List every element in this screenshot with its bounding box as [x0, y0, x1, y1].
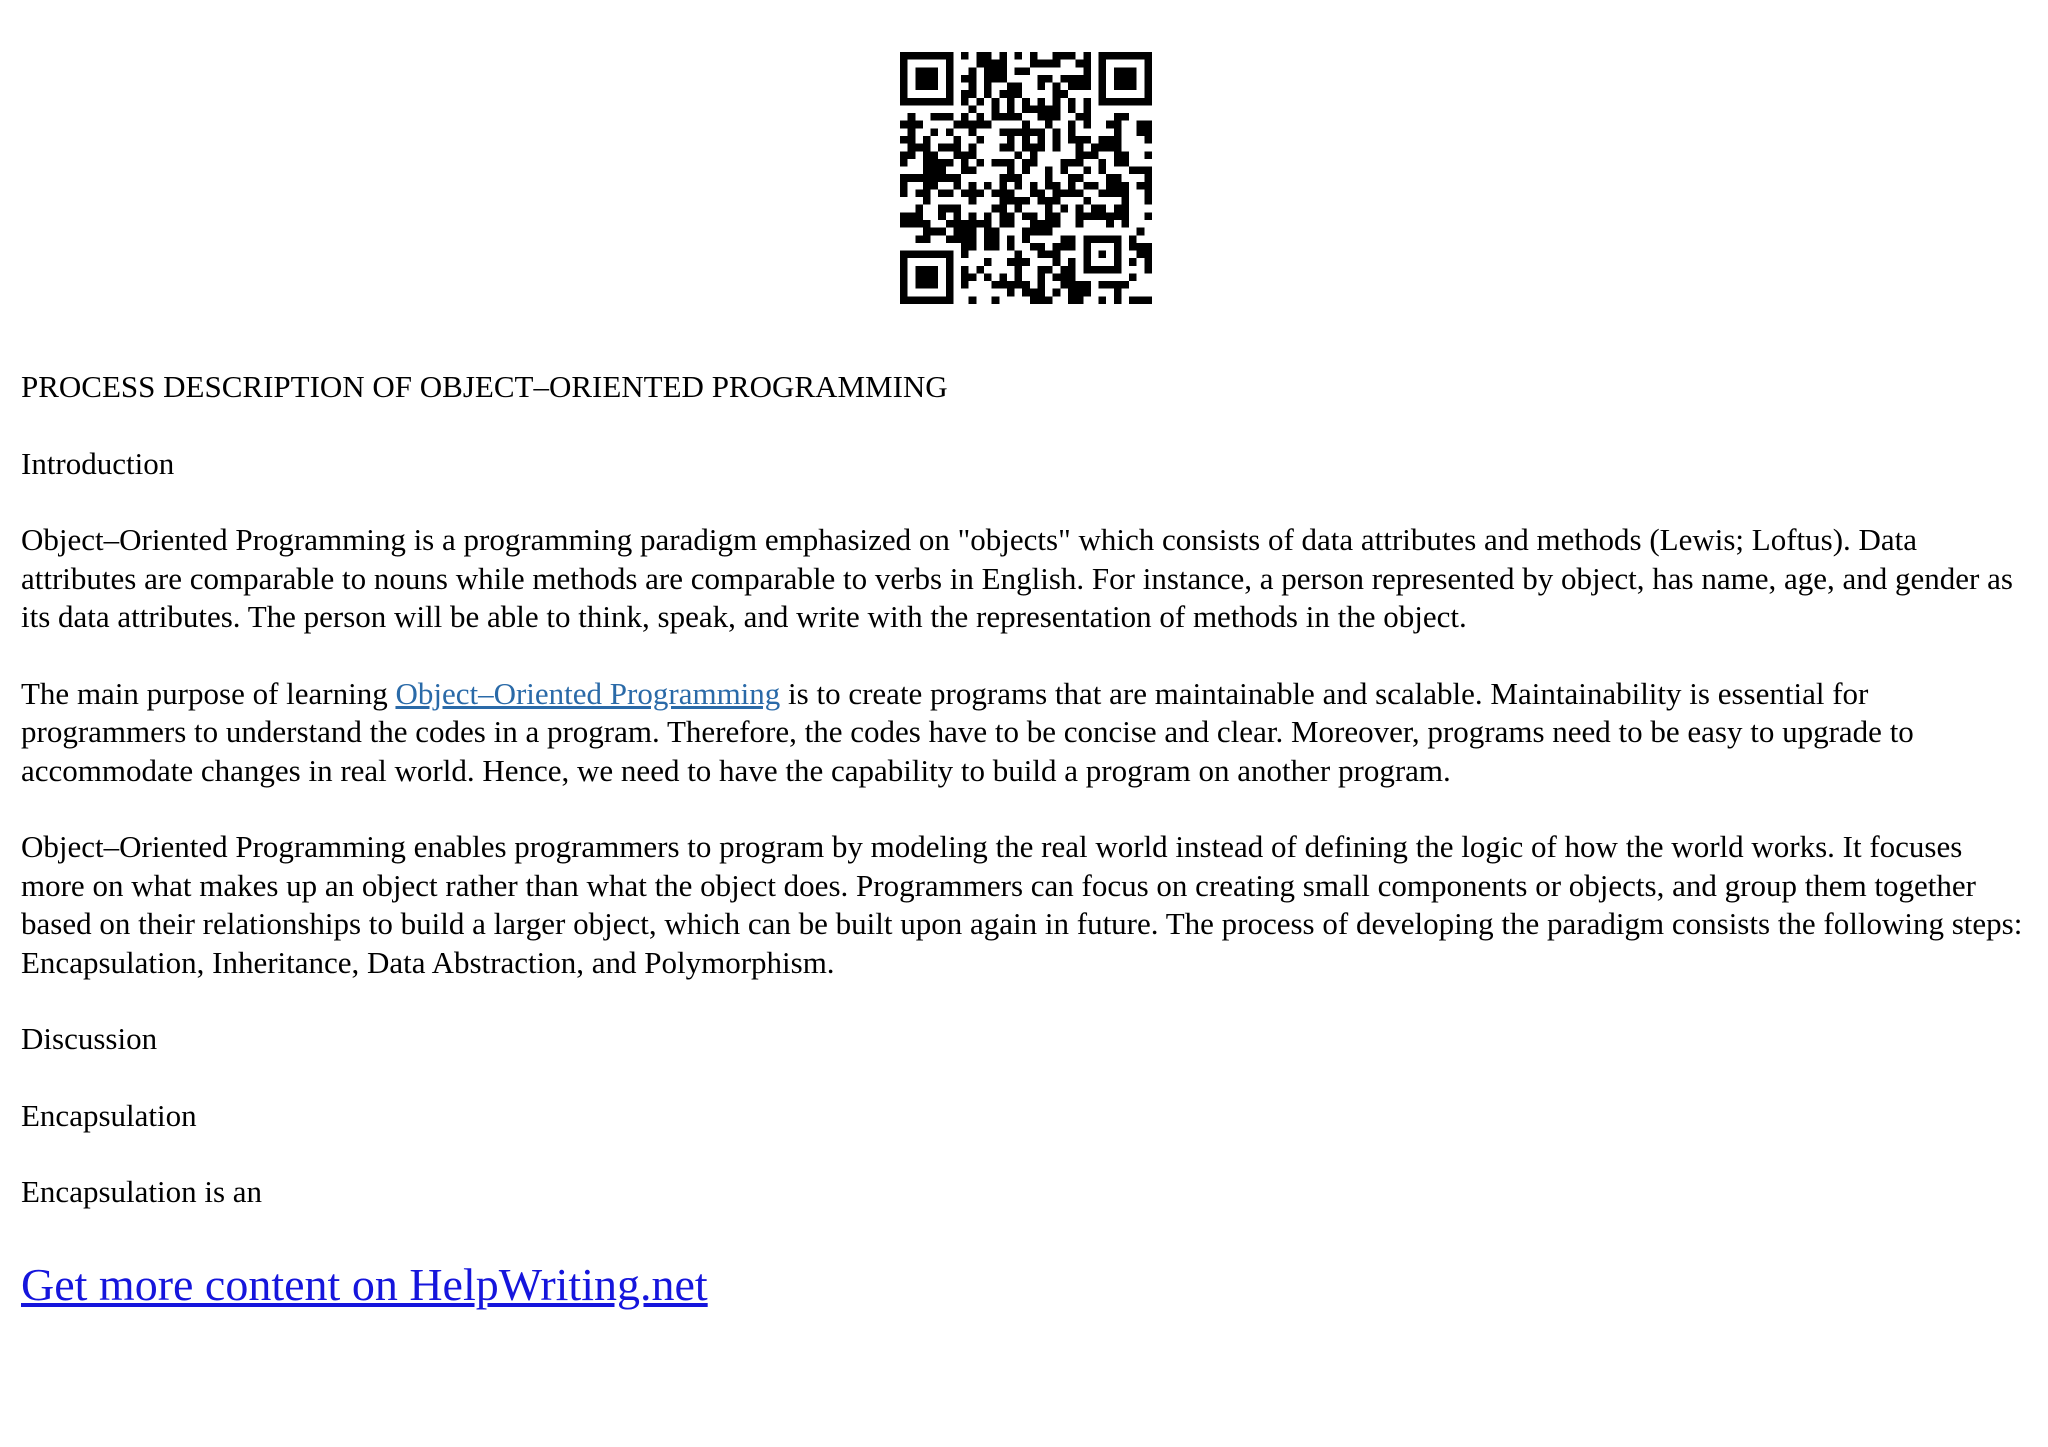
intro-paragraph-2 [21, 675, 2031, 791]
oop-inline-link[interactable]: Object–Oriented Programming [395, 675, 781, 711]
paragraph-2-rest: is to create programs that are maintainable and scalable. Maintainability is essential for programmers to understand the codes in a program. Therefore, the codes have to be concise and clear. Moreover, programs need to be easy to upgrade to accommodate changes in real world. Hence, we need to have the capability to build a program on another program. [21, 675, 1914, 788]
helpwriting-link[interactable]: Get more content on HelpWriting.net [21, 1259, 708, 1310]
intro-paragraph-1: Object–Oriented Programming is a programming paradigm emphasized on "objects" which consists of data attributes and methods (Lewis; Loftus). Data attributes are comparable to nouns while methods are comparable to verbs in English. For instance, a person represented by object, has name, age, and gender as its data attributes. The person will be able to think, speak, and write with the representation of methods in the object. [21, 522, 2013, 634]
paragraph-2-lead: The main purpose of learning [21, 675, 396, 711]
intro-paragraph-3: Object–Oriented Programming enables programmers to program by modeling the real world instead of defining the logic of how the world works. It focuses more on what makes up an object rather than what the object does. Programmers can focus on creating small components or objects, and group them together based on their relationships to build a larger object, which can be built upon again in future. The process of developing the paradigm consists the following steps: Encapsulation, Inheritance, Data Abstraction, and Polymorphism. [21, 829, 2023, 980]
document-title: PROCESS DESCRIPTION OF OBJECT–ORIENTED PROGRAMMING [21, 369, 948, 404]
encapsulation-text: Encapsulation is an [21, 1174, 263, 1209]
qr-code-icon [900, 52, 1152, 304]
discussion-heading: Discussion [21, 1021, 158, 1056]
encapsulation-heading: Encapsulation [21, 1097, 197, 1133]
document-body [21, 368, 2031, 1250]
introduction-heading: Introduction [21, 445, 175, 481]
qr-code-graphic [900, 52, 1152, 304]
